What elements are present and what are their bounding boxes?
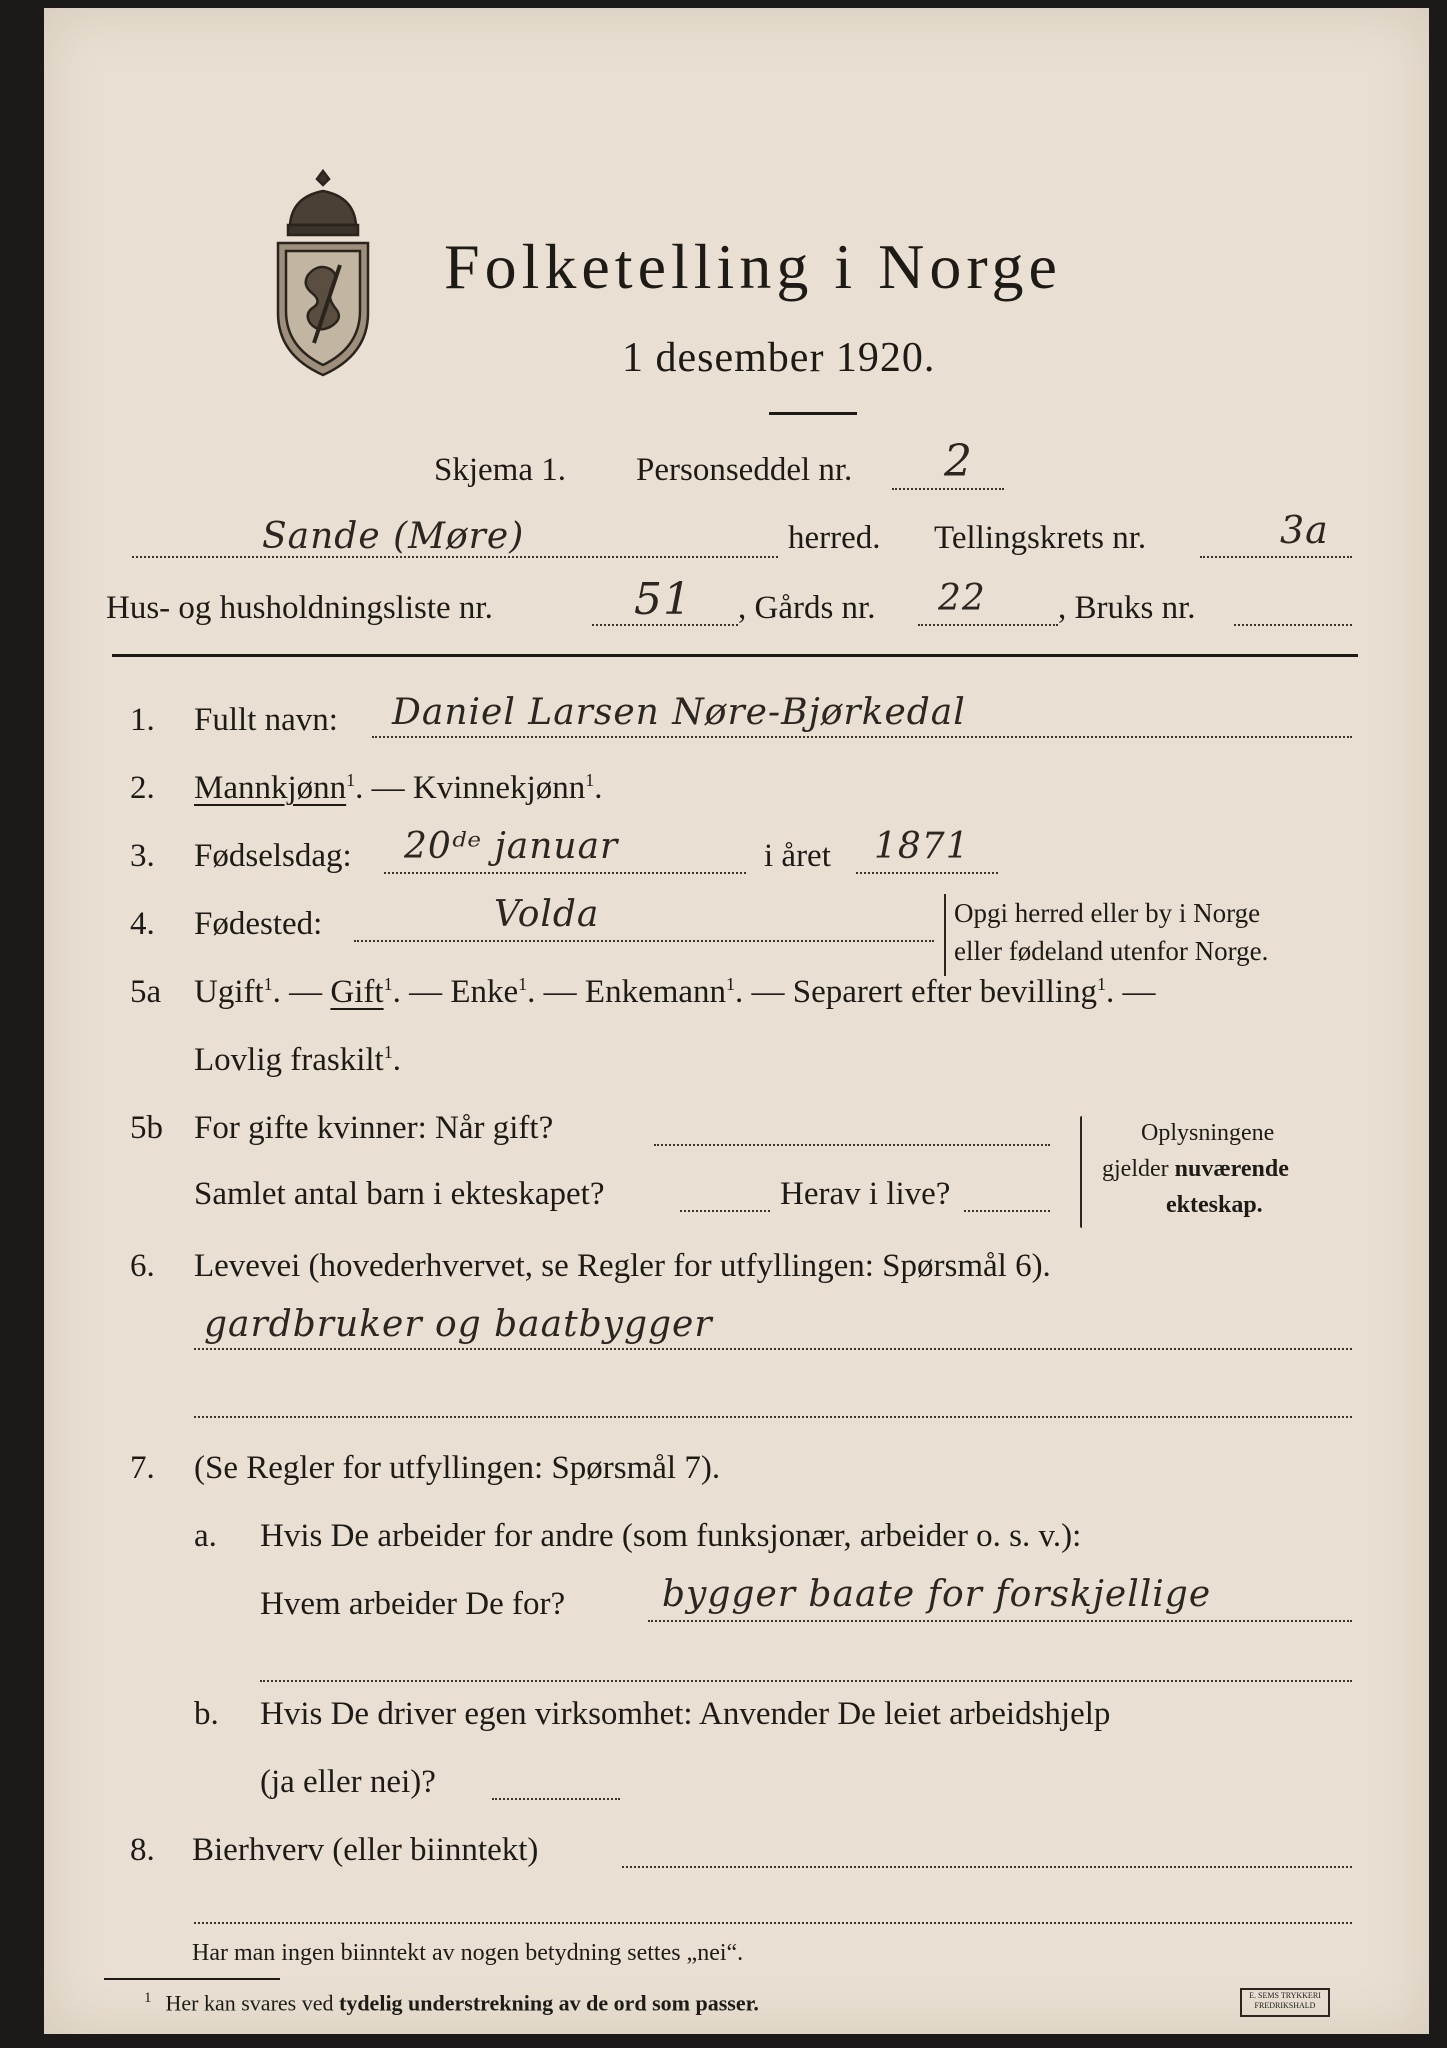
q7-label: (Se Regler for utfyllingen: Spørsmål 7).	[194, 1450, 721, 1486]
q1-number: 1.	[130, 702, 155, 738]
children-total-field[interactable]	[680, 1210, 770, 1212]
bruks-field[interactable]	[1234, 624, 1352, 626]
side-income-field-line2[interactable]	[194, 1922, 1352, 1924]
q5a-number: 5a	[130, 974, 162, 1010]
side-income-field[interactable]	[622, 1866, 1352, 1868]
birthday-value: 20ᵈᵉ januar	[404, 826, 619, 867]
marriage-note-line1: Oplysningene	[1141, 1120, 1275, 1146]
birthplace-note-line2: eller fødeland utenfor Norge.	[954, 936, 1269, 966]
q5a-marital-options: Ugift$^1$. — Gift$^1$. — Enke$^1$. — Enkemann$^1$. — Separert efter bevilling$^1$. —	[194, 974, 1156, 1010]
full-name-field[interactable]	[372, 736, 1352, 738]
occupation-field-line2[interactable]	[194, 1416, 1352, 1418]
q3-number: 3.	[130, 838, 155, 874]
marriage-note-brace	[1080, 1116, 1082, 1228]
header-divider	[112, 654, 1358, 657]
q8-label: Bierhverv (eller biinntekt)	[192, 1832, 539, 1868]
title-divider	[769, 412, 857, 415]
marriage-note-line2: gjelder nuværende	[1102, 1156, 1289, 1182]
male-option[interactable]: Mannkjønn	[194, 770, 347, 806]
employer-value: bygger baate for forskjellige	[662, 1574, 1212, 1615]
q4-number: 4.	[130, 906, 155, 942]
hus-label: Hus- og husholdningsliste nr.	[106, 590, 493, 626]
birthplace-brace	[944, 894, 946, 976]
q6-number: 6.	[130, 1248, 155, 1284]
personseddel-value: 2	[944, 436, 973, 487]
q1-label: Fullt navn:	[194, 702, 338, 738]
employer-field[interactable]	[648, 1620, 1352, 1622]
skjema-label: Skjema 1.	[434, 452, 566, 488]
q2-number: 2.	[130, 770, 155, 806]
census-form	[44, 8, 1429, 2034]
birthplace-note-line1: Opgi herred eller by i Norge	[954, 898, 1261, 928]
tellingskrets-field[interactable]	[1200, 556, 1352, 558]
occupation-field[interactable]	[194, 1348, 1352, 1350]
q5b-alive-label: Herav i live?	[780, 1176, 951, 1212]
personseddel-label: Personseddel nr.	[636, 452, 853, 488]
full-name-value: Daniel Larsen Nøre-Bjørkedal	[392, 692, 966, 733]
q6-label: Levevei (hovederhvervet, se Regler for utfyllingen: Spørsmål 6).	[194, 1248, 1051, 1284]
gards-field[interactable]	[918, 624, 1058, 626]
hired-help-field[interactable]	[492, 1798, 620, 1800]
gards-label: , Gårds nr.	[738, 590, 876, 626]
q5b-children-label: Samlet antal barn i ekteskapet?	[194, 1176, 605, 1212]
herred-label: herred.	[788, 520, 881, 556]
female-option[interactable]: Kvinnekjønn	[412, 770, 586, 806]
separert-option[interactable]: Separert efter bevilling	[792, 974, 1097, 1010]
printer-stamp: E. SEMS TRYKKERI FREDRIKSHALD	[1240, 1988, 1330, 2017]
q7a-line1: Hvis De arbeider for andre (som funksjonær, arbeider o. s. v.):	[260, 1518, 1082, 1554]
tellingskrets-value: 3a	[1280, 508, 1329, 552]
q3-label: Fødselsdag:	[194, 838, 352, 874]
birth-year-field[interactable]	[856, 872, 998, 874]
side-income-note: Har man ingen biinntekt av nogen betydning settes „nei“.	[192, 1940, 744, 1966]
footnote: $^1$ Her kan svares ved tydelig understrekning av de ord som passer.	[144, 1990, 759, 2016]
form-title: Folketelling i Norge	[444, 231, 1062, 302]
q5a-fraskilt-line: Lovlig fraskilt$^1$.	[194, 1042, 401, 1078]
q5b-married-when-label: For gifte kvinner: Når gift?	[194, 1110, 554, 1146]
q7b-line1: Hvis De driver egen virksomhet: Anvender De leiet arbeidshjelp	[260, 1696, 1111, 1732]
birthday-field[interactable]	[384, 872, 746, 874]
gift-option[interactable]: Gift	[330, 974, 384, 1010]
enkemann-option[interactable]: Enkemann	[584, 974, 727, 1010]
q7b-line2: (ja eller nei)?	[260, 1764, 436, 1800]
married-when-field[interactable]	[654, 1144, 1050, 1146]
marriage-note-line3: ekteskap.	[1166, 1192, 1263, 1218]
bruks-label: , Bruks nr.	[1058, 590, 1196, 626]
gards-value: 22	[938, 578, 986, 619]
personseddel-field[interactable]	[892, 488, 1004, 490]
birthplace-value: Volda	[494, 894, 600, 935]
census-date: 1 desember 1920.	[622, 335, 936, 381]
q7a-letter: a.	[194, 1518, 217, 1554]
birthplace-field[interactable]	[354, 940, 934, 942]
birth-year-label: i året	[764, 838, 831, 874]
tellingskrets-label: Tellingskrets nr.	[934, 520, 1147, 556]
children-alive-field[interactable]	[964, 1210, 1050, 1212]
footnote-divider	[104, 1978, 280, 1980]
coat-of-arms-icon	[270, 165, 376, 381]
q8-number: 8.	[130, 1832, 155, 1868]
occupation-value: gardbruker og baatbygger	[204, 1304, 713, 1345]
fraskilt-option[interactable]: Lovlig fraskilt	[194, 1042, 384, 1078]
hus-value: 51	[634, 574, 692, 625]
ugift-option[interactable]: Ugift	[194, 974, 264, 1010]
q4-label: Fødested:	[194, 906, 323, 942]
q2-gender: Mannkjønn$^1$. — Kvinnekjønn$^1$.	[194, 770, 603, 806]
q5b-number: 5b	[130, 1110, 163, 1146]
q7a-employer-label: Hvem arbeider De for?	[260, 1586, 566, 1622]
birth-year-value: 1871	[874, 826, 970, 867]
employer-field-line2[interactable]	[260, 1680, 1352, 1682]
herred-value: Sande (Møre)	[262, 516, 525, 557]
enke-option[interactable]: Enke	[450, 974, 519, 1010]
q7b-letter: b.	[194, 1696, 219, 1732]
q7-number: 7.	[130, 1450, 155, 1486]
